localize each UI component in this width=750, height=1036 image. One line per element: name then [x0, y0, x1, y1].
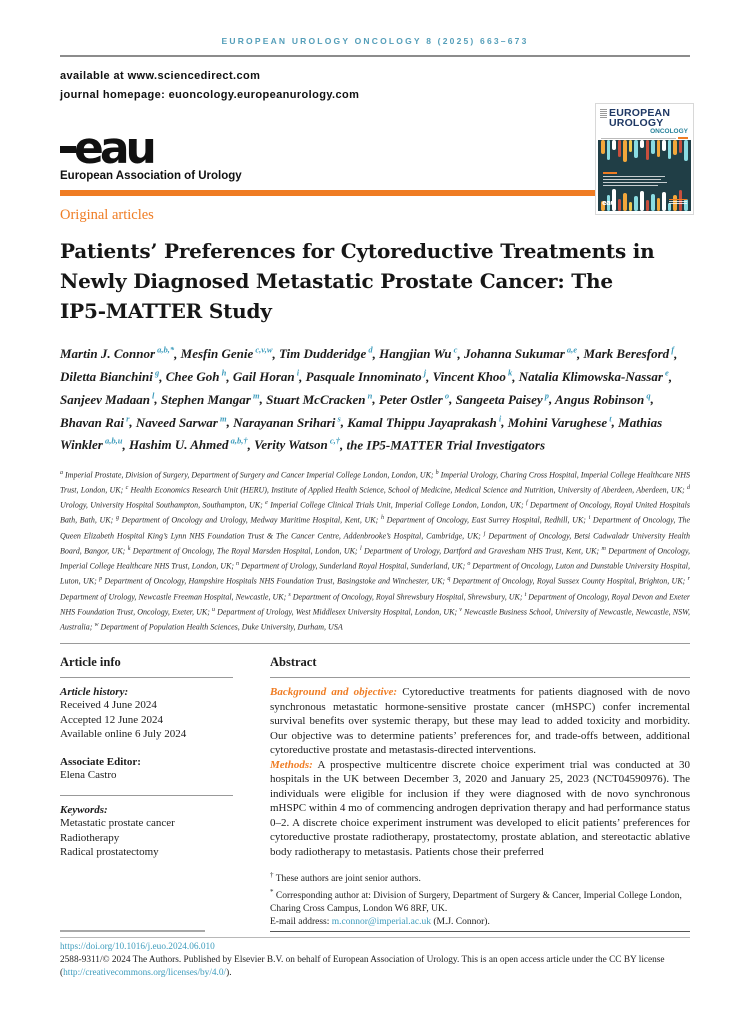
- abstract-section-label: Methods:: [270, 758, 313, 771]
- author: Narayanan Srihari $^s$: [233, 413, 341, 430]
- cover-bar: [618, 140, 622, 157]
- cover-imprint-line: [669, 199, 687, 200]
- affiliation-sup: m: [601, 545, 606, 552]
- joint-authors-text: These authors are joint senior authors.: [275, 874, 421, 885]
- author-affiliation-sup: g: [152, 367, 160, 378]
- cover-title-line3: ONCOLOGY: [650, 128, 688, 135]
- cover-bar: [673, 140, 677, 155]
- affiliation-text: Department of Oncology, Royal Sussex County Hospital, Brighton, UK;: [450, 577, 688, 587]
- affiliation-sup: a: [60, 469, 63, 476]
- affiliation-sup: c: [125, 484, 129, 491]
- cover-title: [609, 108, 688, 136]
- abstract-section: Background and objective: Cytoreductive treatments for patients diagnosed with de novo synchronous metastatic hormone-sensitive prostate cancer (mHSPC) confer incremental survival benefits over systemic therapy, but these may lead to added toxicity and morbidity. Our objective was to determine patients’ preferences for, and trade-offs between, additional cytoreductive prostate and metastasis-directed interventions.: [270, 686, 690, 757]
- history-line: Accepted 12 June 2024: [60, 713, 163, 726]
- left-column-bottom-rule: [60, 930, 205, 932]
- affiliation-text: Newcastle Business School, University of Newcastle, Newcastle, NSW, Australia;: [60, 607, 691, 632]
- affiliation-sup: p: [99, 576, 103, 583]
- cover-imprint-line: [669, 203, 687, 204]
- available-at-line: available at www.sciencedirect.com: [60, 70, 261, 82]
- author: Vincent Khoo $^k$: [432, 367, 513, 385]
- eau-publisher-name: European Association of Urology: [60, 170, 242, 182]
- author-affiliation-sup: a,e: [564, 345, 578, 355]
- affiliation-text: Imperial College Clinical Trials Unit, Imperial College London, London, UK;: [267, 500, 526, 510]
- author: Martin J. Connor $^{a,b,*}$: [60, 345, 175, 362]
- keywords-rule: [60, 795, 233, 796]
- header-rule: [60, 55, 690, 57]
- author: Verity Watson $^{c,\dagger}$: [254, 435, 341, 453]
- affiliation-sup: k: [127, 545, 131, 552]
- journal-cover-thumbnail: [596, 104, 693, 214]
- author: Peter Ostler $^o$: [378, 390, 450, 407]
- author-affiliation-sup: i: [294, 367, 300, 378]
- affiliation-text: Imperial Urology, Charing Cross Hospital, Imperial College Healthcare NHS Trust, London, UK;: [60, 470, 690, 495]
- affiliation-text: Department of Oncology, Royal Devon and Exeter NHS Foundation Trust, Oncology, Exeter, UK;: [60, 592, 690, 617]
- affiliation-sup: h: [380, 515, 384, 522]
- affiliation-text: Department of Oncology, Hampshire Hospitals NHS Foundation Trust, Basingstoke and Winchester, UK;: [102, 577, 448, 587]
- abstract-body: [270, 685, 690, 859]
- article-history-label: Article history:: [60, 686, 129, 699]
- doi-link[interactable]: https://doi.org/10.1016/j.euo.2024.06.010: [60, 942, 215, 953]
- author-affiliation-sup: a,b,u: [102, 435, 123, 446]
- eau-logo-text: eau: [74, 123, 153, 174]
- affiliation-sup: t: [524, 591, 527, 598]
- cover-text-line: [603, 182, 667, 183]
- cover-bar: [634, 140, 638, 158]
- author-affiliation-sup: t: [607, 413, 612, 424]
- affiliation-sup: b: [435, 469, 439, 476]
- author: Bhavan Rai $^r$: [60, 413, 130, 430]
- corresponding-author-text: Corresponding author at: Division of Surgery, Department of Surgery & Cancer, Imperial College London, Charing Cross Campus, London W6 8RF, UK.: [270, 891, 682, 914]
- affiliation-sup: i: [588, 515, 591, 522]
- affiliation-sup: r: [687, 576, 691, 583]
- author-affiliation-sup: a,b,*: [155, 345, 175, 355]
- affiliation-sup: v: [459, 606, 462, 613]
- footnotes-block: [270, 869, 690, 933]
- author: Sanjeev Madaan $^l$: [60, 390, 155, 407]
- author: Mathias Winkler $^{a,b,u}$: [60, 414, 663, 453]
- cover-bar: [607, 140, 611, 160]
- author: Diletta Bianchini $^g$: [60, 367, 160, 385]
- corresponding-author-footnote: [270, 886, 690, 916]
- cover-text-lines: [603, 172, 667, 188]
- author: Johanna Sukumar $^{a,e}$: [463, 345, 578, 362]
- affiliation-text: Department of Oncology, East Surrey Hospital, Redhill, UK;: [383, 516, 589, 526]
- availability-block: [60, 70, 690, 101]
- copyright-line: [60, 954, 688, 979]
- cover-bar: [618, 199, 622, 211]
- cover-bar: [651, 140, 655, 154]
- affiliation-sup: n: [236, 561, 240, 568]
- joint-authors-footnote: [270, 869, 690, 886]
- email-suffix: (M.J. Connor).: [433, 916, 490, 927]
- cover-bar: [668, 140, 672, 159]
- affiliation-text: Department of Urology, Newcastle Freeman Hospital, Newcastle, UK;: [60, 592, 289, 602]
- affiliation-sup: d: [687, 484, 690, 491]
- cover-bar: [657, 140, 661, 157]
- associate-editor-label: Associate Editor:: [60, 755, 141, 768]
- author: Pasquale Innominato $^j$: [305, 367, 427, 385]
- license-link[interactable]: http://creativecommons.org/licenses/by/4.0/: [63, 967, 227, 978]
- cover-bar: [612, 140, 616, 150]
- author-affiliation-sup: p: [542, 390, 549, 401]
- cover-bar: [601, 140, 605, 154]
- cover-bar: [651, 194, 655, 211]
- journal-homepage-line: journal homepage: euoncology.europeanurology.com: [60, 89, 360, 101]
- author: Hashim U. Ahmed $^{a,b,\dagger}$: [128, 435, 248, 453]
- author-affiliation-sup: d: [366, 345, 373, 355]
- author: Sangeeta Paisey $^p$: [455, 390, 549, 407]
- cover-masthead: [598, 106, 691, 136]
- cover-bar: [662, 192, 666, 211]
- section-label: Original articles: [60, 207, 154, 223]
- affiliation-text: Department of Urology, Sunderland Royal Hospital, Sunderland, UK;: [239, 561, 468, 571]
- author: Natalia Klimowska-Nassar $^e$: [518, 367, 669, 385]
- abstract-heading: Abstract: [270, 655, 317, 670]
- author-affiliation-sup: n: [365, 390, 373, 401]
- author: Hangjian Wu $^c$: [379, 345, 458, 362]
- author-list: Martin J. Connor $^{a,b,*}$, Mesfin Genie $^{c,v,w}$, Tim Dudderidge $^d$, Hangjian Wu $^c$, Johanna Sukumar $^{a,e}$, Mark Beresford $^f$, Diletta Bianchini $^g$, Chee Goh $^h$, Gail Horan $^i$, Pasquale Innominato $^j$, Vincent Khoo $^k$, Natalia Klimowska-Nassar $^e$, Sanjeev Madaan $^l$, Stephen Mangar $^m$, Stuart McCracken $^n$, Peter Ostler $^o$, Sangeeta Paisey $^p$, Angus Robinson $^q$, Bhavan Rai $^r$, Naveed Sarwar $^m$, Narayanan Srihari $^s$, Kamal Thippu Jayaprakash $^i$, Mohini Varughese $^t$, Mathias Winkler $^{a,b,u}$, Hashim U. Ahmed $^{a,b,\dagger}$, Verity Watson $^{c,\dagger}$, the IP5-MATTER Trial Investigators: [60, 345, 678, 453]
- cover-bar: [657, 198, 661, 211]
- cover-title-line1: EUROPEAN: [609, 107, 671, 119]
- article-title: Patients’ Preferences for Cytoreductive Treatments in Newly Diagnosed Metastatic Prostate Cancer: The IP5-MATTER Study: [60, 239, 655, 323]
- cover-crest-icon: [600, 109, 607, 118]
- affiliation-sup: w: [94, 622, 99, 629]
- keyword: Radiotherapy: [60, 831, 120, 844]
- cover-accent-mark: [603, 172, 617, 174]
- affiliation-sup: u: [211, 606, 215, 613]
- affiliation-sup: j: [483, 530, 486, 537]
- author-affiliation-sup: c,v,w: [253, 345, 273, 355]
- affiliation-text: Department of Oncology, Luton and Dunstable University Hospital, Luton, UK;: [60, 561, 690, 587]
- affiliation-list: [60, 467, 690, 635]
- copyright-close: ).: [226, 967, 232, 978]
- email-link[interactable]: m.connor@imperial.ac.uk: [331, 916, 431, 927]
- email-label: E-mail address:: [270, 916, 330, 927]
- author: Chee Goh $^h$: [165, 367, 227, 385]
- affiliation-sup: f: [525, 500, 528, 507]
- affiliation-text: Urology, University Hospital Southampton, Southampton, UK;: [60, 500, 266, 510]
- affiliation-text: Department of Urology, Dartford and Gravesham NHS Trust, Kent, UK;: [361, 546, 602, 556]
- author-affiliation-sup: k: [505, 367, 513, 378]
- author: Tim Dudderidge $^d$: [279, 345, 373, 362]
- affiliation-text: Department of Oncology, Imperial College Healthcare NHS Trust, London, UK;: [60, 546, 691, 571]
- author: Gail Horan $^i$: [232, 367, 300, 385]
- author-affiliation-sup: j: [421, 367, 427, 378]
- asterisk-symbol: *: [270, 887, 274, 896]
- cover-bar: [646, 140, 650, 160]
- abstract-section: Methods: A prospective multicentre discrete choice experiment trial was conducted at 30 hospitals in the UK between December 3, 2020 and January 25, 2023 (NCT04590976). The individuals were eligible for inclusion if they were diagnosed with de novo synchronous mHSPC within 4 mo of commencing androgen deprivation therapy and had performance status 0–2. A discrete choice experiment instrument was developed to elicit patients’ preferences for cytoreductive prostate radiotherapy, prostatectomy, prostate ablation, and stereotactic ablative body radiotherapy to metastasis. Patients chose their preferred: [270, 758, 690, 858]
- article-info-column: [60, 644, 245, 932]
- author: Mark Beresford $^f$: [583, 345, 675, 362]
- history-line: Received 4 June 2024: [60, 699, 157, 712]
- author: Angus Robinson $^q$: [555, 390, 651, 407]
- author-group-suffix: the IP5-MATTER Trial Investigators: [346, 437, 546, 453]
- history-line: Available online 6 July 2024: [60, 728, 187, 741]
- info-abstract-columns: [60, 644, 690, 932]
- cover-text-line: [603, 176, 665, 177]
- keywords-label: Keywords:: [60, 804, 108, 817]
- cover-bar: [646, 200, 650, 211]
- cover-issue-line: [601, 138, 676, 139]
- author: Stuart McCracken $^n$: [266, 390, 373, 407]
- author-affiliation-sup: m: [250, 390, 260, 401]
- affiliation-text: Department of Oncology and Urology, Medway Maritime Hospital, Kent, UK;: [118, 516, 381, 526]
- article-history-lines: [60, 698, 245, 742]
- author: Kamal Thippu Jayaprakash $^i$: [347, 413, 502, 430]
- affiliation-text: Department of Oncology, Betsi Cadwaladr University Health Board, Bangor, UK;: [60, 531, 690, 556]
- journal-citation-line: EUROPEAN UROLOGY ONCOLOGY 8 (2025) 663–673: [221, 36, 529, 46]
- cover-text-line: [603, 185, 658, 186]
- affiliation-text: Department of Population Health Sciences, Duke University, Durham, USA: [98, 622, 343, 632]
- affiliation-sup: g: [115, 515, 119, 522]
- cover-bar: [679, 140, 683, 153]
- cover-bar: [634, 196, 638, 211]
- cover-bar: [623, 193, 627, 211]
- author: Mesfin Genie $^{c,v,w}$: [180, 345, 273, 362]
- author-affiliation-sup: h: [219, 367, 227, 378]
- abstract-section-label: Background and objective:: [270, 686, 398, 699]
- copyright-text: 2588-9311/© 2024 The Authors. Published by Elsevier B.V. on behalf of European Association of Urology. This is an open access article under the CC BY license (: [60, 955, 665, 978]
- affiliation-text: Department of Urology, West Middlesex University Hospital, London, UK;: [214, 607, 460, 617]
- author-affiliation-sup: o: [442, 390, 450, 401]
- email-footnote: [270, 916, 690, 929]
- author: Stephen Mangar $^m$: [160, 390, 260, 407]
- abstract-rule: [270, 677, 690, 678]
- author-affiliation-sup: c: [451, 345, 458, 355]
- cover-bottom-right-text: [669, 199, 687, 205]
- affiliation-sup: e: [265, 500, 268, 507]
- cover-bar: [623, 140, 627, 162]
- cover-bar: [629, 202, 633, 211]
- cover-bar: [662, 140, 666, 151]
- cover-title-line2: UROLOGY: [609, 117, 664, 129]
- author-affiliation-sup: s: [335, 413, 341, 424]
- affiliation-text: Department of Oncology, The Queen Elizabeth Hospital King’s Lynn NHS Foundation Trust & The Cancer Centre, Addenbrooke’s Hospital, Cambridge, UK;: [60, 516, 690, 541]
- cover-imprint-line: [669, 201, 687, 202]
- cover-bar: [640, 140, 644, 148]
- author: Naveed Sarwar $^m$: [135, 413, 227, 430]
- affiliation-text: Imperial Prostate, Division of Surgery, Department of Surgery and Cancer Imperial College London, London, UK;: [63, 470, 436, 480]
- keyword: Metastatic prostate cancer: [60, 817, 175, 830]
- article-info-heading: Article info: [60, 655, 121, 670]
- dagger-symbol: †: [270, 870, 274, 879]
- cover-text-line: [603, 179, 661, 180]
- associate-editor-name: Elena Castro: [60, 768, 117, 781]
- affiliation-sup: s: [288, 591, 291, 598]
- author-affiliation-sup: q: [644, 390, 651, 401]
- author-affiliation-sup: a,b,†: [228, 435, 248, 446]
- cover-bar: [640, 191, 644, 211]
- footer-rule: [60, 937, 690, 938]
- author-affiliation-sup: f: [669, 345, 675, 355]
- abstract-column: [270, 644, 690, 932]
- affiliation-sup: q: [447, 576, 451, 583]
- keywords-lines: [60, 816, 245, 860]
- cover-issue-accent: [678, 137, 688, 139]
- cover-eau-logo: eau: [602, 199, 615, 207]
- affiliation-text: Department of Oncology, Royal United Hospitals Bath, Bath, UK;: [60, 500, 690, 526]
- article-info-rule: [60, 677, 233, 678]
- author-affiliation-sup: l: [149, 390, 155, 401]
- affiliation-sup: o: [467, 561, 471, 568]
- affiliation-text: Health Economics Research Unit (HERU), Institute of Applied Health Science, School of Medicine, Medical Science and Nutrition, University of Aberdeen, Aberdeen, UK;: [128, 485, 687, 495]
- cover-bar: [629, 140, 633, 152]
- affiliation-sup: l: [359, 545, 362, 552]
- author-affiliation-sup: r: [123, 413, 130, 424]
- author-affiliation-sup: c,†: [327, 435, 341, 446]
- cover-bar: [684, 140, 688, 161]
- author: Mohini Varughese $^t$: [507, 413, 612, 430]
- author-affiliation-sup: e: [662, 367, 669, 378]
- cover-artwork: [598, 140, 691, 211]
- keyword: Radical prostatectomy: [60, 846, 159, 859]
- author-affiliation-sup: i: [496, 413, 502, 424]
- affiliation-text: Department of Oncology, Royal Shrewsbury Hospital, Shrewsbury, UK;: [290, 592, 525, 602]
- affiliation-text: Department of Oncology, The Royal Marsden Hospital, London, UK;: [130, 546, 360, 556]
- author-affiliation-sup: m: [217, 413, 227, 424]
- cover-bars-top: [601, 140, 688, 162]
